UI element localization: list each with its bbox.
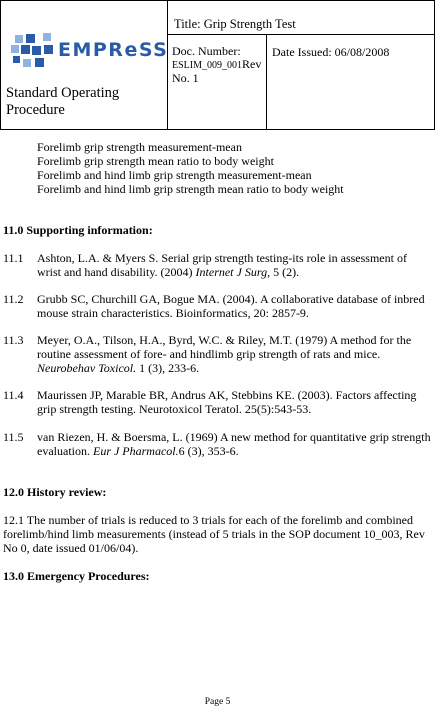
- sop-label: [6, 85, 119, 119]
- page-number: Page 5: [204, 697, 231, 707]
- ref-text: Ashton, L.A. & Myers S. Serial grip strength testing-its role in assessment of wrist and hand disability. (2004) Internet J Surg, 5 (2).: [37, 251, 407, 279]
- ref-text: Grubb SC, Churchill GA, Bogue MA. (2004). A collaborative database of inbred mouse strain characteristics. Bioinformatics, 20: 2857-9.: [37, 292, 425, 320]
- ref-text: Maurissen JP, Marable BR, Andrus AK, Stebbins KE. (2003). Factors affecting grip strength testing. Neurotoxicol Teratol. 25(5):543-53.: [37, 388, 417, 416]
- ref-number: 11.3: [3, 333, 24, 347]
- section-12-heading: 12.0 History review:: [3, 485, 107, 499]
- logo-wordmark: EMPReSS: [58, 39, 169, 61]
- param-line-3: Forelimb and hind limb grip strength measurement-mean: [37, 168, 312, 182]
- doc-number-no: No. 1: [172, 71, 199, 85]
- section-13-heading: 13.0 Emergency Procedures:: [3, 569, 150, 583]
- sop-line-2: Procedure: [6, 102, 65, 118]
- empress-mosaic-icon: [9, 31, 59, 71]
- ref-number: 11.1: [3, 251, 24, 265]
- param-line-1: Forelimb grip strength measurement-mean: [37, 140, 242, 154]
- param-line-2: Forelimb grip strength mean ratio to body weight: [37, 154, 274, 168]
- logo-cell: [0, 0, 168, 130]
- ref-text: van Riezen, H. & Boersma, L. (1969) A new method for quantitative grip strength evaluation. Eur J Pharmacol.6 (3), 353-6.: [37, 430, 431, 458]
- history-paragraph: 12.1 The number of trials is reduced to 3 trials for each of the forelimb and combined forelimb/hind limb measurements (instead of 5 trials in the SOP document 10_003, Rev No 0, date issued 01/06/04).: [3, 513, 425, 555]
- ref-number: 11.2: [3, 292, 24, 306]
- ref-number: 11.4: [3, 388, 24, 402]
- document-title: Title: Grip Strength Test: [174, 17, 296, 31]
- sop-line-1: Standard Operating: [6, 85, 120, 101]
- date-cell: [266, 34, 435, 130]
- empress-logo: [9, 31, 167, 71]
- ref-number: 11.5: [3, 430, 24, 444]
- doc-number-rev: Rev: [242, 57, 262, 71]
- section-11-heading: 11.0 Supporting information:: [3, 223, 153, 237]
- doc-number-value: ESLIM_009_001: [172, 60, 242, 71]
- date-issued: Date Issued: 06/08/2008: [272, 45, 390, 59]
- ref-text: Meyer, O.A., Tilson, H.A., Byrd, W.C. & Riley, M.T. (1979) A method for the routine assessment of fore- and hindlimb grip strength of rats and mice. Neurobehav Toxicol. 1 (3), 233-6.: [37, 333, 412, 375]
- doc-number-label: Doc. Number:: [172, 44, 241, 58]
- doc-number: [172, 45, 261, 85]
- param-line-4: Forelimb and hind limb grip strength mean ratio to body weight: [37, 182, 344, 196]
- document-header: [0, 0, 435, 130]
- title-cell: [167, 0, 435, 35]
- doc-number-cell: [167, 34, 267, 130]
